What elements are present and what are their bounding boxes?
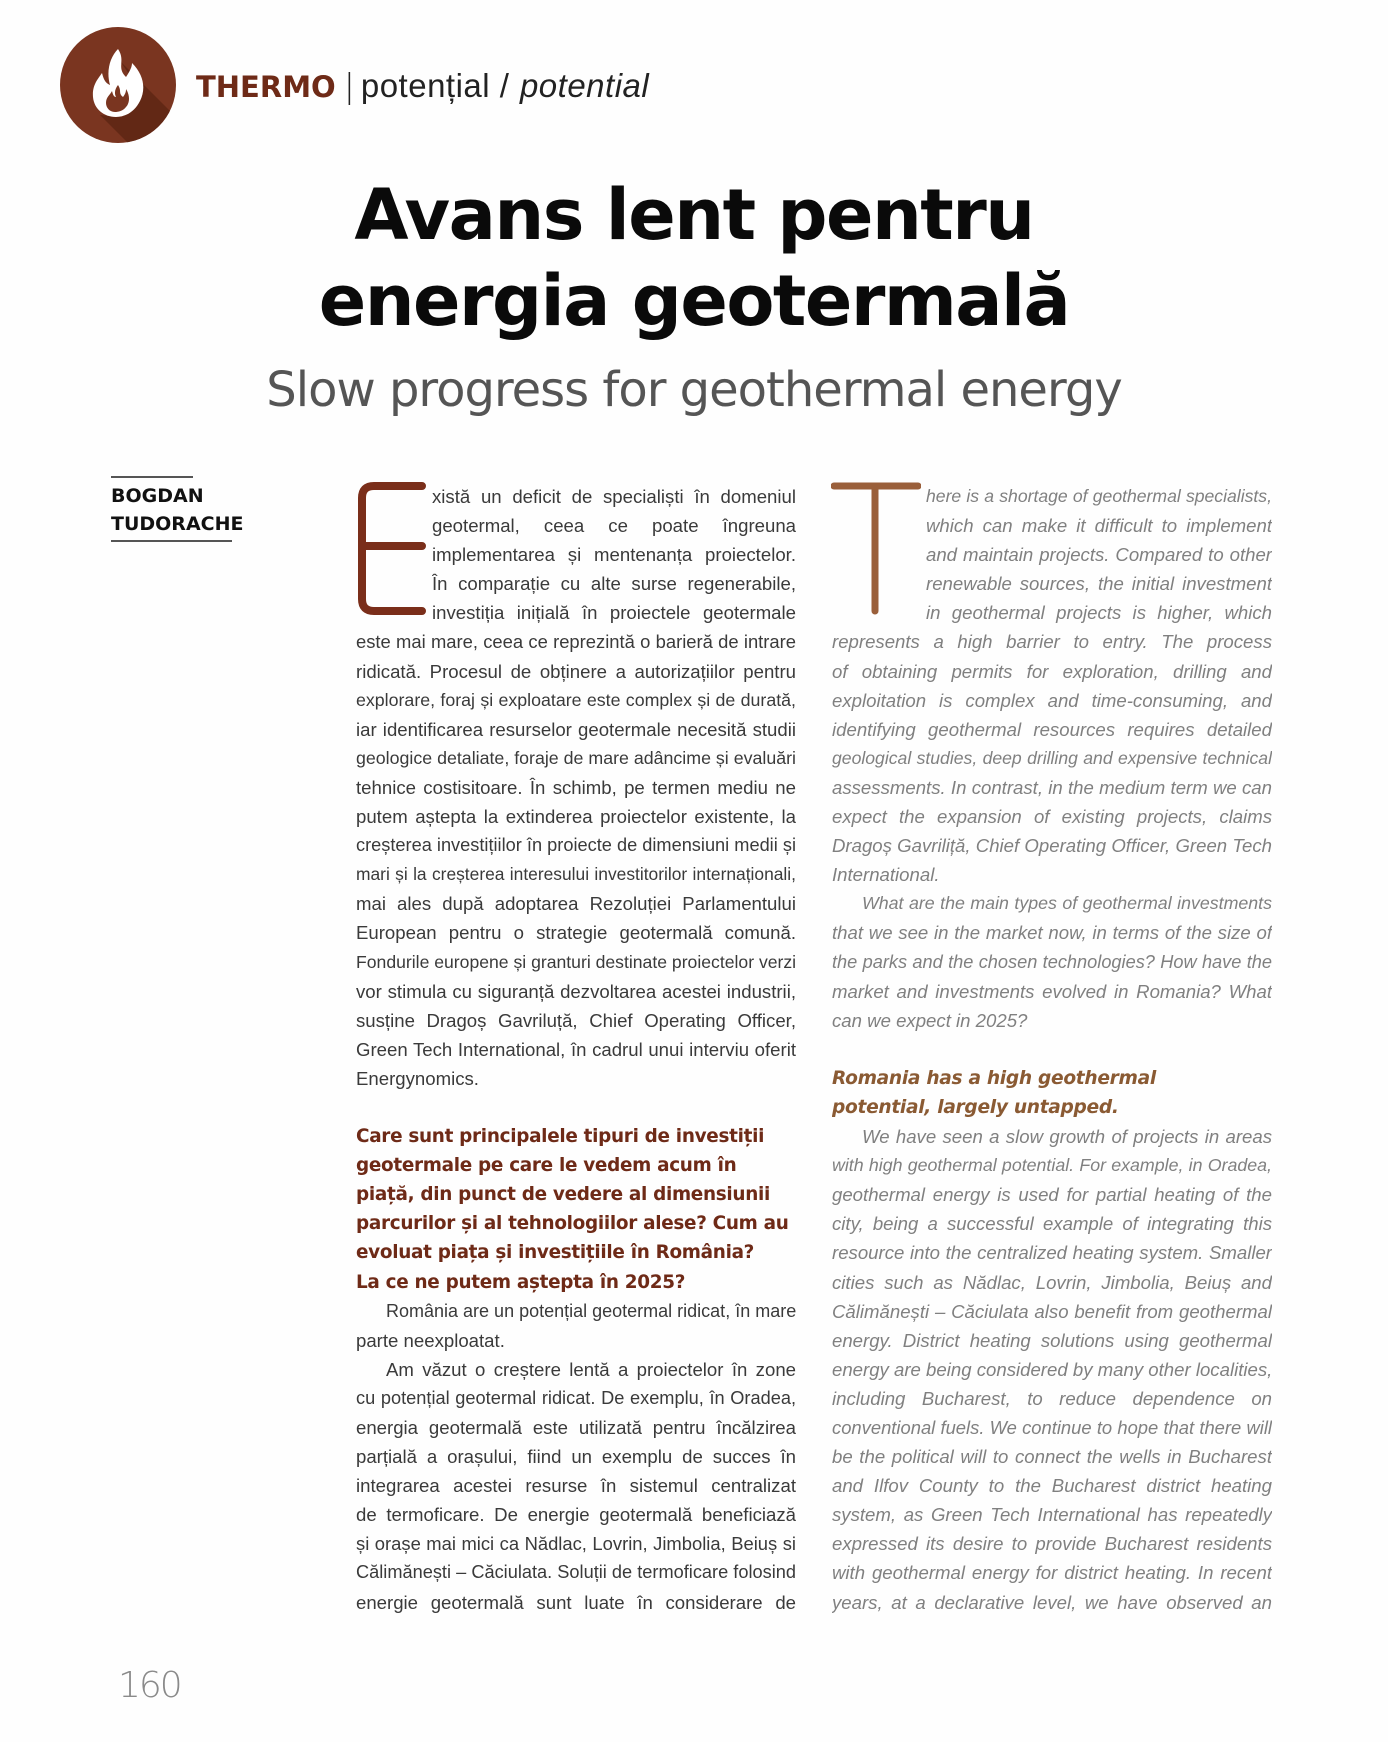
paragraph-gap <box>832 1035 1272 1064</box>
interview-question-line: evoluat piața și investițiile în România? <box>356 1242 755 1264</box>
text-line: geotermal, ceea ce poate îngreuna <box>432 515 796 537</box>
interview-question-line: that we see in the market now, in terms of the size of <box>832 922 1272 944</box>
topic-romanian: potențial / <box>360 67 510 104</box>
text-line: We have seen a slow growth of projects in areas <box>862 1126 1272 1148</box>
interview-question-line: piață, din punct de vedere al dimensiunii <box>356 1184 771 1206</box>
article-title <box>0 172 1388 344</box>
byline-rule <box>111 540 232 542</box>
text-line: European pentru o strategie geotermală comună. <box>356 922 796 944</box>
text-line: iar identificarea resurselor geotermale necesită studii <box>356 718 796 740</box>
text-line: cu potențial geotermal ridicat. De exemplu, în Oradea, <box>356 1387 796 1408</box>
interview-question-line: market and investments evolved in Romania? What <box>832 980 1272 1002</box>
text-line: years, at a declarative level, we have observed an <box>832 1591 1272 1613</box>
author-byline <box>111 476 243 542</box>
text-line: including Bucharest, to reduce dependence on <box>832 1387 1272 1409</box>
text-line: tehnice costisitoare. În schimb, pe termen mediu ne <box>356 776 796 798</box>
section-heading-line: Romania has a high geothermal <box>832 1067 1156 1089</box>
text-line: investiția inițială în proiectele geotermale <box>432 602 796 624</box>
title-line: energia geotermală <box>318 260 1070 342</box>
text-line: de termoficare. De energie geotermală beneficiază <box>356 1504 796 1526</box>
interview-question-line: What are the main types of geothermal investments <box>862 893 1272 914</box>
text-line: mai ales după adoptarea Rezoluției Parlamentului <box>356 893 796 915</box>
text-line: geothermal energy is used for partial heating of the <box>832 1184 1272 1206</box>
text-line: România are un potențial geotermal ridicat, în mare <box>386 1300 796 1321</box>
flame-icon <box>60 27 176 143</box>
author-last-name: TUDORACHE <box>111 513 244 535</box>
text-line: xistă un deficit de specialiști în domeniul <box>432 486 796 507</box>
article-subtitle: Slow progress for geothermal energy <box>266 362 1122 418</box>
text-line: putem aștepta la extinderea proiectelor existente, la <box>356 806 796 828</box>
interview-question-line: the parks and the chosen technologies? How have the <box>832 951 1272 972</box>
text-line: system, as Green Tech International has repeatedly <box>832 1504 1272 1526</box>
text-line: represents a high barrier to entry. The process <box>832 631 1272 653</box>
text-line: energy. District heating solutions using geothermal <box>832 1329 1272 1351</box>
section-separator: | <box>343 66 355 105</box>
interview-question-line: parcurilor și al tehnologiilor alese? Cum au <box>356 1213 789 1235</box>
text-line: and maintain projects. Compared to other <box>926 544 1272 566</box>
title-line: Avans lent pentru <box>354 174 1034 256</box>
text-line: este mai mare, ceea ce reprezintă o barieră de intrare <box>356 631 796 653</box>
text-line: here is a shortage of geothermal specialists, <box>926 486 1272 506</box>
text-line: implementarea și mentenanța proiectelor. <box>432 544 796 566</box>
text-line: renewable sources, the initial investment <box>926 573 1272 595</box>
text-line: energy are being considered by many other localities, <box>832 1358 1272 1380</box>
text-line: assessments. In contrast, in the medium term we can <box>832 776 1272 798</box>
byline-rule <box>111 476 193 478</box>
text-line: Energynomics. <box>356 1067 479 1089</box>
text-line: vor stimula cu siguranță dezvoltarea acestei industrii, <box>356 980 796 1002</box>
text-line: identifying geothermal resources requires detailed <box>832 718 1272 740</box>
text-line: mari și la creșterea interesului investitorilor internaționali, <box>356 864 796 885</box>
text-line: parțială a orașului, fiind un exemplu de succes în <box>356 1446 796 1468</box>
text-line: cities such as Nădlac, Lovrin, Jimbolia, Beiuș and <box>832 1271 1272 1293</box>
interview-question-line: La ce ne putem aștepta în 2025? <box>356 1271 686 1293</box>
author-first-name: BOGDAN <box>111 485 204 507</box>
interview-question-line: Care sunt principalele tipuri de investiții <box>356 1126 765 1148</box>
text-line: Călimănești – Căciulata also benefit from geothermal <box>832 1300 1272 1322</box>
text-line: Green Tech International, în cadrul unui interviu oferit <box>356 1038 796 1060</box>
text-line: Fondurile europene și granturi destinate proiectelor verzi <box>356 951 796 972</box>
text-line: geologice detaliate, foraje de mare adâncime și evaluări <box>356 747 796 768</box>
text-line: in geothermal projects is higher, which <box>926 602 1272 624</box>
section-heading-line: potential, largely untapped. <box>832 1096 1119 1118</box>
text-line: În comparație cu alte surse regenerabile, <box>432 573 796 595</box>
text-line: Dragoș Gavriliță, Chief Operating Officer, Green Tech <box>832 835 1272 857</box>
text-line: resource into the centralized heating system. Smaller <box>832 1242 1272 1264</box>
text-line: expressed its desire to provide Bucharest residents <box>832 1533 1272 1555</box>
text-line: integrarea acestei resurse în sistemul centralizat <box>356 1475 796 1497</box>
text-line: city, being a successful example of integrating this <box>832 1213 1272 1235</box>
interview-question-line: can we expect in 2025? <box>832 1009 1028 1031</box>
section-label: THERMO <box>196 70 336 104</box>
text-line: energie geotermală sunt luate în considerare de <box>356 1591 796 1613</box>
topic-english: potential <box>519 67 650 104</box>
text-line: energia geotermală este utilizată pentru încălzirea <box>356 1417 796 1438</box>
text-line: geological studies, deep drilling and expensive technical <box>832 747 1272 768</box>
text-line: with geothermal energy for district heating. In recent <box>832 1562 1272 1584</box>
text-line: creșterea investițiilor în proiecte de dimensiuni medii și <box>356 835 796 856</box>
text-line: și orașe mai mici ca Nădlac, Lovrin, Jimbolia, Beiuș si <box>356 1533 796 1555</box>
text-line: parte neexploatat. <box>356 1329 505 1351</box>
page-number: 160 <box>118 1665 181 1706</box>
text-line: conventional fuels. We continue to hope that there will <box>832 1417 1272 1438</box>
text-line: be the political will to connect the wells in Bucharest <box>832 1446 1272 1468</box>
text-line: International. <box>832 864 940 886</box>
paragraph-gap <box>356 1093 796 1122</box>
romanian-column <box>356 482 796 1617</box>
text-line: explorare, foraj și exploatare este complex și de durată, <box>356 689 796 710</box>
text-line: susține Dragoș Gavriluță, Chief Operating Officer, <box>356 1009 796 1031</box>
text-line: Călimănești – Căciulata. Soluții de termoficare folosind <box>356 1562 796 1583</box>
text-line: and Ilfov County to the Bucharest district heating <box>832 1475 1272 1497</box>
text-line: of obtaining permits for exploration, drilling and <box>832 660 1272 682</box>
text-line: Am văzut o creștere lentă a proiectelor în zone <box>386 1358 796 1380</box>
text-line: ridicată. Procesul de obținere a autorizațiilor pentru <box>356 660 796 682</box>
text-line: exploitation is complex and time-consuming, and <box>832 689 1272 711</box>
interview-question-line: geotermale pe care le vedem acum în <box>356 1155 737 1177</box>
text-line: which can make it difficult to implement <box>926 515 1272 537</box>
text-line: expect the expansion of existing projects, claims <box>832 806 1272 828</box>
text-line: with high geothermal potential. For example, in Oradea, <box>832 1155 1272 1176</box>
english-column <box>832 482 1272 1617</box>
section-header <box>196 64 649 108</box>
